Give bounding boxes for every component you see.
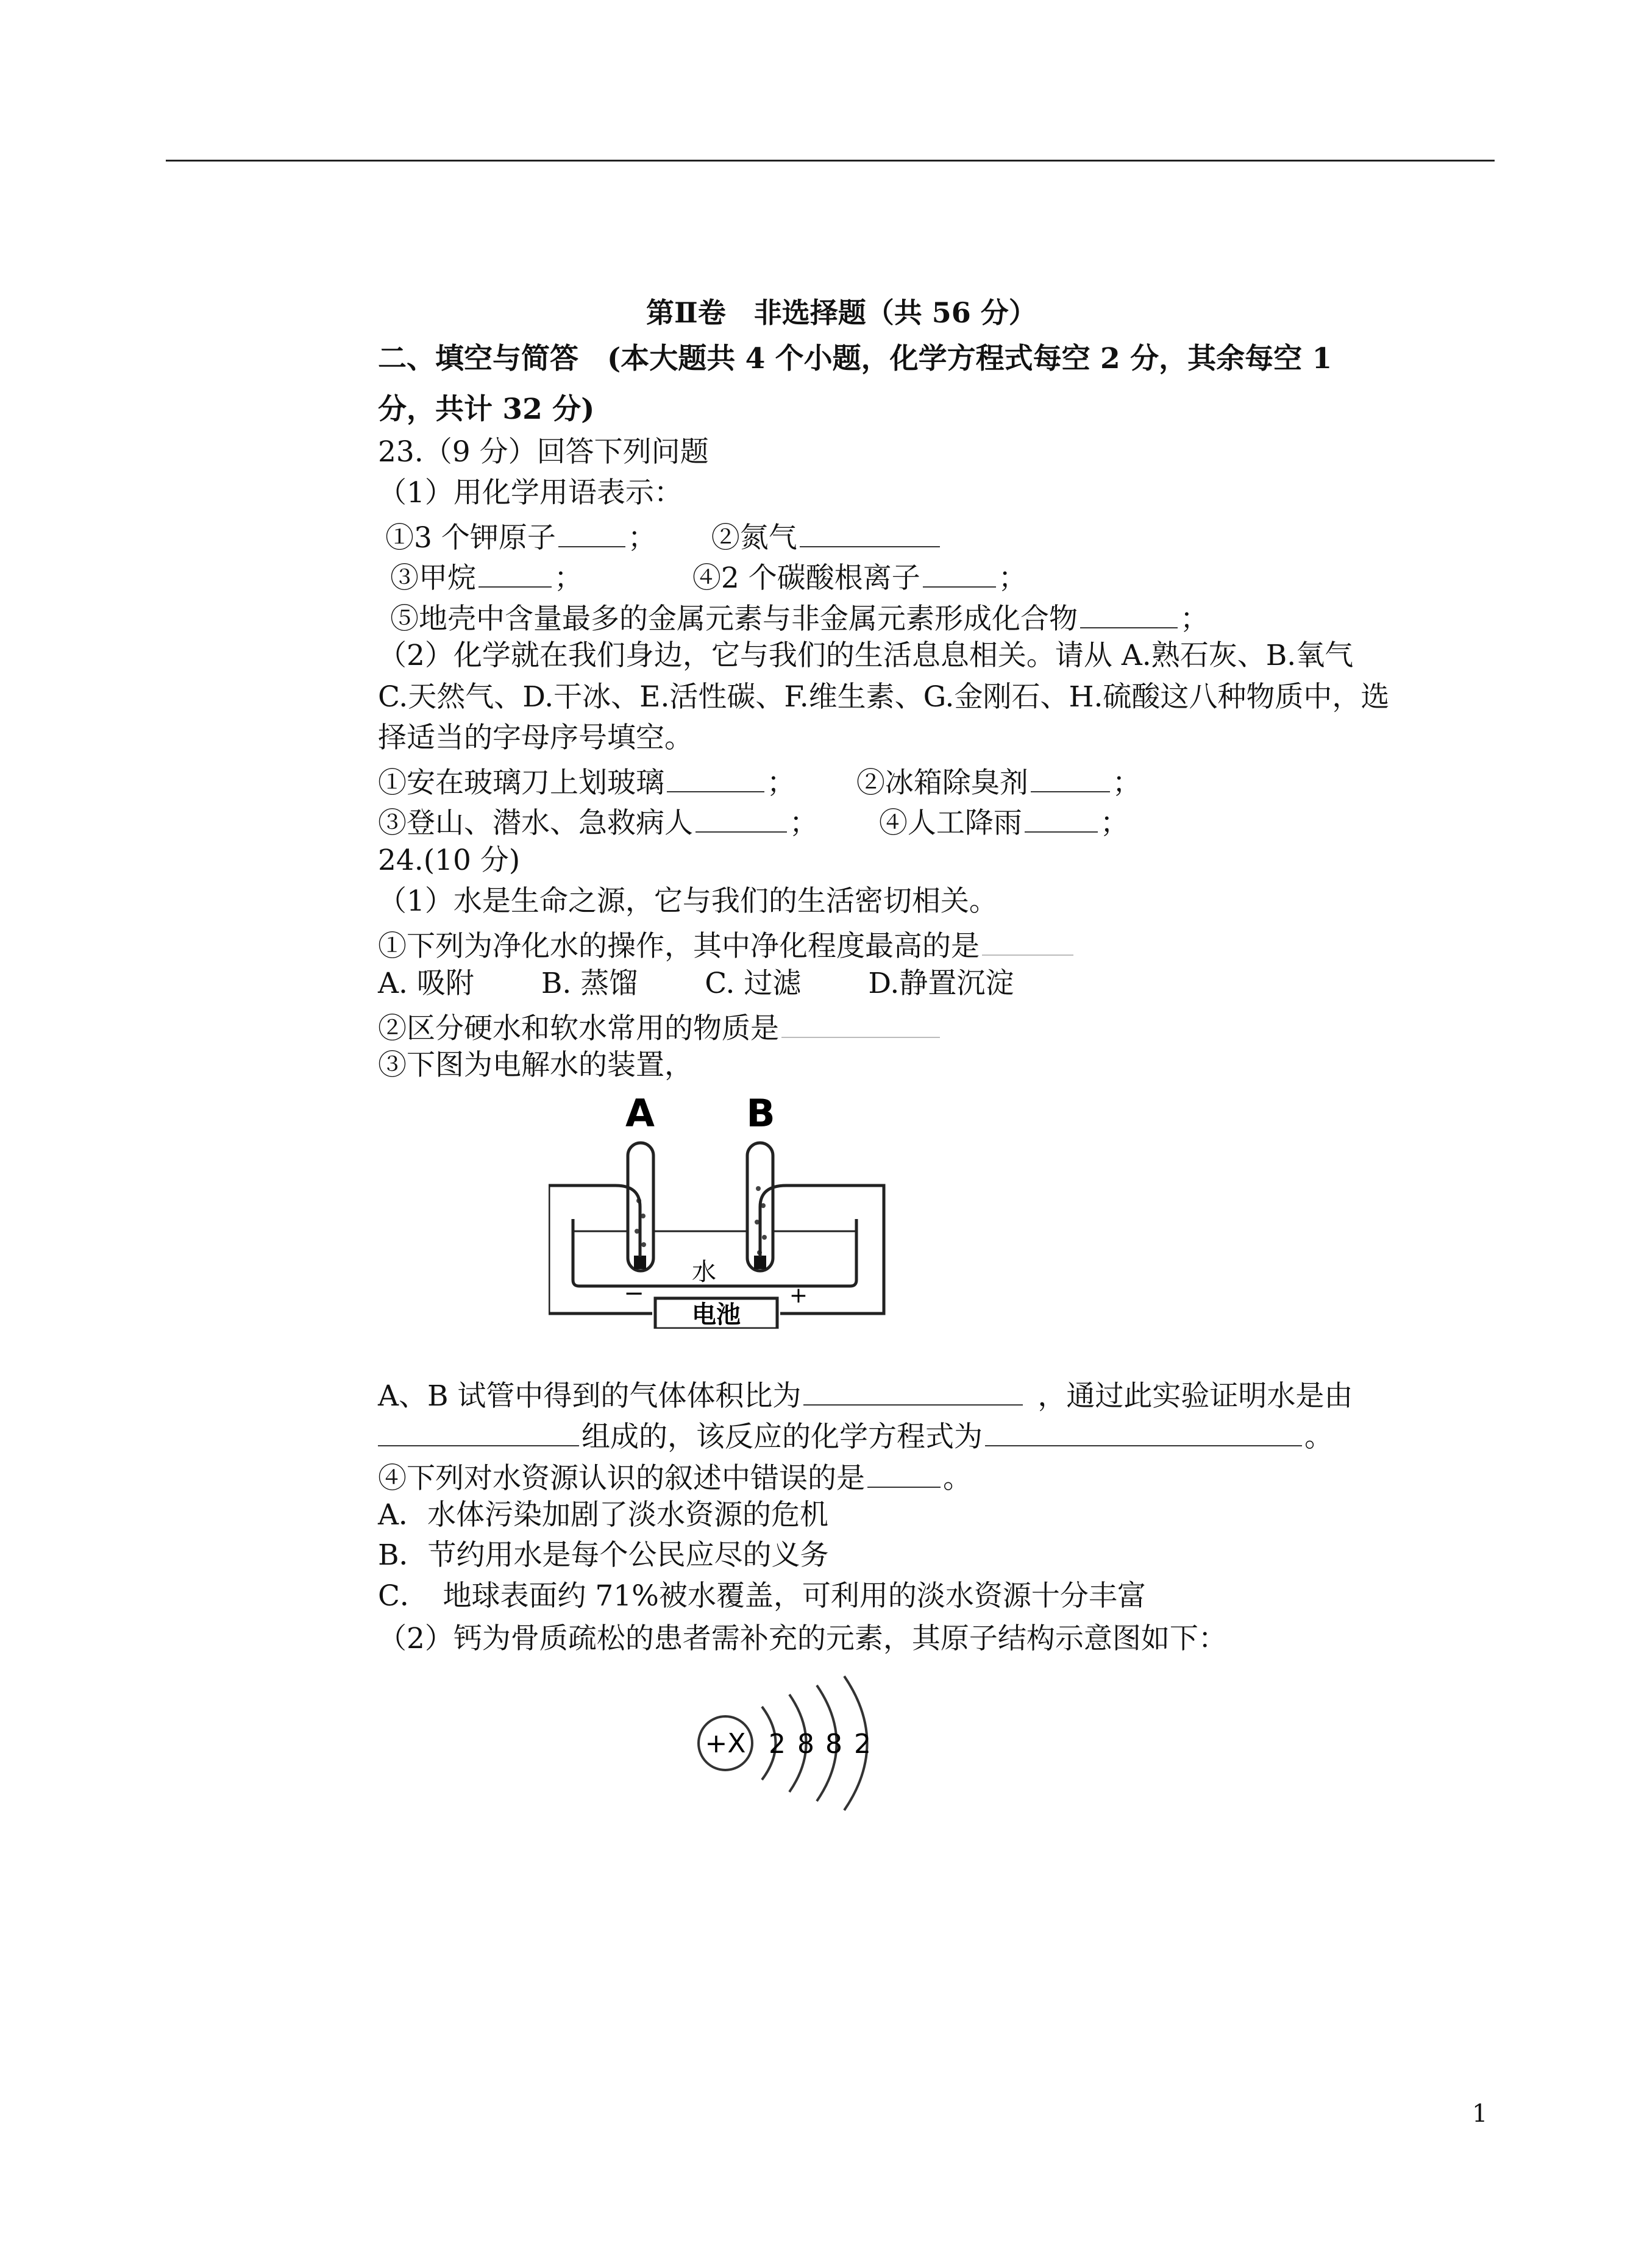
q23-row4: ①安在玻璃刀上划玻璃 ； ②冰箱除臭剂 ； [378, 764, 1141, 797]
option-c: C. 过滤 [705, 967, 802, 1000]
answer-blank[interactable] [982, 928, 1073, 956]
answer-blank[interactable] [558, 519, 625, 547]
shell-1-electrons: 2 [769, 1729, 786, 1760]
nucleus-charge: +X [705, 1728, 746, 1759]
answer-blank[interactable] [478, 560, 552, 588]
option-b: B. 蒸馏 [541, 967, 638, 1000]
q23-row1: ①3 个钾原子 ； ②氮气 [385, 519, 942, 552]
answer-blank[interactable] [803, 1378, 1023, 1406]
q24-row1: ①下列为净化水的操作，其中净化程度最高的是 [378, 928, 1076, 961]
water-label: 水 [692, 1258, 716, 1286]
q24-options [378, 969, 1081, 998]
option-a: A. 吸附 [378, 967, 474, 1000]
answer-blank[interactable] [985, 1418, 1302, 1446]
header-rule [166, 160, 1495, 162]
label-b: B [746, 1091, 775, 1136]
q23-row5: ③登山、潜水、急救病人 ； ④人工降雨 ； [378, 805, 1129, 837]
shell-2-electrons: 8 [797, 1729, 814, 1760]
option-d: D.静置沉淀 [868, 967, 1014, 1000]
electrode-a [634, 1256, 646, 1269]
battery-label: 电池 [692, 1301, 741, 1329]
answer-blank[interactable] [378, 1418, 579, 1446]
electrolysis-apparatus-diagram [549, 1085, 890, 1329]
wire-right [760, 1186, 884, 1314]
answer-blank[interactable] [867, 1460, 941, 1488]
q23-part2-line1: （2）化学就在我们身边，它与我们的生活息息相关。请从 A.熟石灰、B.氧气 [378, 639, 1354, 672]
q24-part2: （2）钙为骨质疏松的患者需补充的元素，其原子结构示意图如下： [378, 1622, 1227, 1655]
section-heading-line2: 分，共计 32 分) [378, 393, 595, 426]
answer-blank[interactable] [923, 560, 996, 588]
q24-choice-a: A．水体污染加剧了淡水资源的危机 [378, 1498, 828, 1532]
plus-label: + [789, 1283, 808, 1308]
shell-3-electrons: 8 [825, 1729, 842, 1760]
q24-choice-b: B．节约用水是每个公民应尽的义务 [378, 1538, 829, 1572]
q23-heading: 23.（9 分）回答下列问题 [378, 435, 709, 469]
answer-blank[interactable] [695, 805, 787, 833]
q23-part2-line3: 择适当的字母序号填空。 [378, 721, 693, 755]
answer-blank[interactable] [1080, 600, 1178, 628]
q24-row4: A、B 试管中得到的气体体积比为 ，通过此实验证明水是由 [378, 1378, 1353, 1410]
q24-row6: ④下列对水资源认识的叙述中错误的是 。 [378, 1460, 972, 1493]
q24-choice-c: C． 地球表面约 71%被水覆盖，可利用的淡水资源十分丰富 [378, 1579, 1146, 1613]
section-heading-line1: 二、填空与简答 (本大题共 4 个小题，化学方程式每空 2 分，其余每空 1 [378, 342, 1332, 375]
answer-blank[interactable] [800, 519, 940, 547]
electrode-b [754, 1256, 766, 1269]
section-title: 第Ⅱ卷 非选择题（共 56 分） [646, 296, 1037, 329]
q24-heading: 24.(10 分) [378, 844, 521, 877]
q23-part1: （1）用化学用语表示： [378, 476, 683, 510]
answer-blank[interactable] [781, 1010, 940, 1038]
q24-part1: （1）水是生命之源，它与我们的生活密切相关。 [378, 884, 998, 918]
q24-row2: ②区分硬水和软水常用的物质是 [378, 1010, 942, 1043]
atomic-structure-diagram [677, 1670, 933, 1816]
label-a: A [625, 1091, 655, 1136]
q24-row5: 组成的，该反应的化学方程式为 。 [378, 1418, 1333, 1451]
answer-blank[interactable] [1025, 805, 1098, 833]
shell-4-electrons: 2 [854, 1729, 871, 1760]
answer-blank[interactable] [667, 764, 764, 792]
minus-label: − [624, 1279, 644, 1307]
page-number: 1 [1472, 2100, 1488, 2128]
q23-row3: ⑤地壳中含量最多的金属元素与非金属元素形成化合物 ； [390, 600, 1209, 633]
q23-part2-line2: C.天然气、D.干冰、E.活性碳、F.维生素、G.金刚石、H.硫酸这八种物质中，选 [378, 680, 1390, 714]
q24-row3: ③下图为电解水的装置， [378, 1048, 693, 1082]
answer-blank[interactable] [1031, 764, 1110, 792]
q23-row2: ③甲烷 ； ④2 个碳酸根离子 ； [390, 560, 1027, 592]
